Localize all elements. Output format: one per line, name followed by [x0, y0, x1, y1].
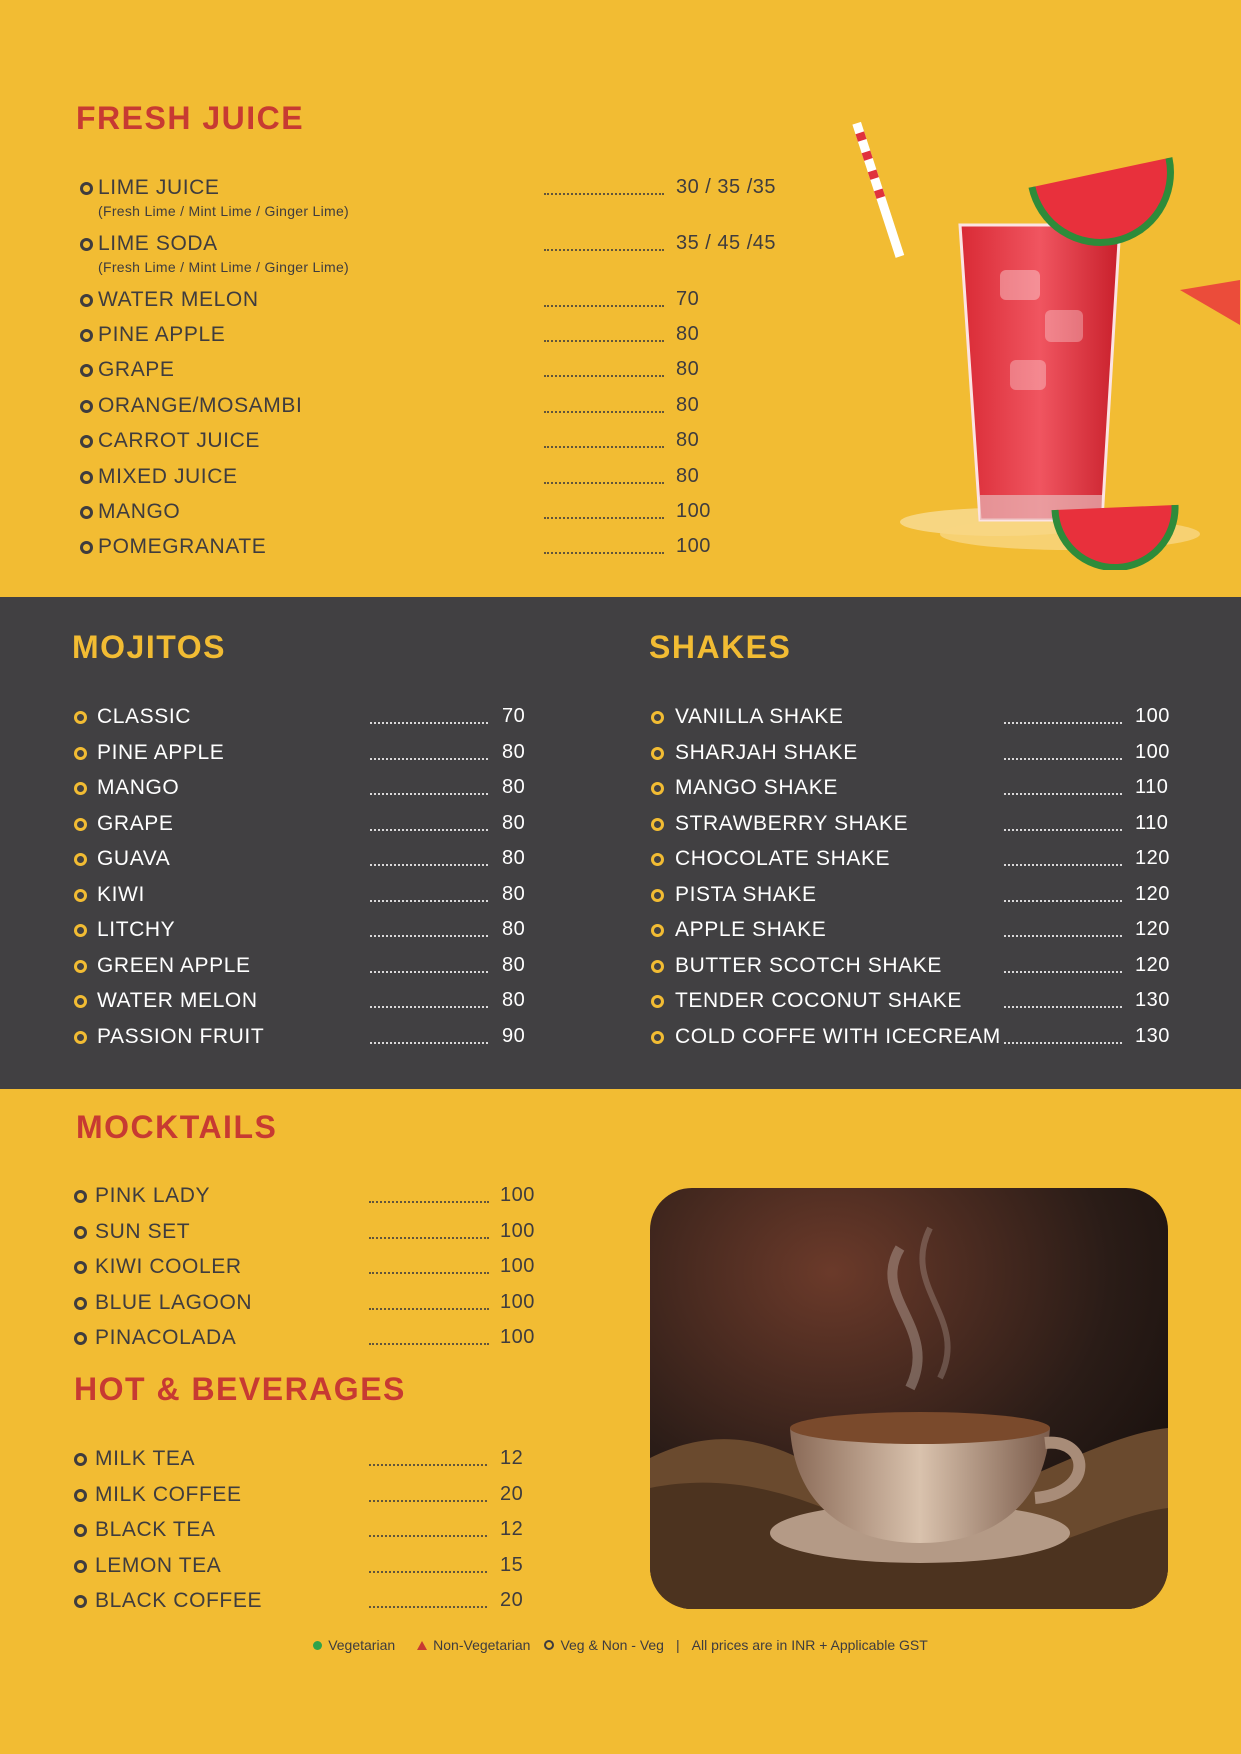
menu-item-name: CLASSIC [97, 705, 192, 728]
menu-item-price: 80 [502, 882, 526, 905]
menu-item [651, 847, 1241, 877]
veg-mark-icon [74, 1261, 87, 1274]
menu-item [651, 705, 1241, 735]
menu-item-price: 12 [500, 1518, 524, 1540]
menu-item-name: BLUE LAGOON [95, 1290, 253, 1314]
menu-item-name: VANILLA SHAKE [675, 705, 844, 728]
dotted-leader [369, 1308, 489, 1310]
menu-item-price: 100 [676, 500, 711, 522]
menu-item-price: 70 [502, 705, 526, 727]
dotted-leader [1004, 758, 1122, 760]
menu-item-name: APPLE SHAKE [675, 918, 827, 941]
dotted-leader [1004, 900, 1122, 902]
dotted-leader [369, 1606, 487, 1608]
veg-mark-icon [74, 1190, 87, 1203]
veg-mark-icon [80, 329, 93, 342]
veg-mark-icon [80, 182, 93, 195]
veg-mark-icon [74, 711, 87, 724]
veg-mark-icon [80, 294, 93, 307]
menu-item-name: GUAVA [97, 847, 171, 870]
menu-item [74, 1255, 620, 1285]
menu-item-name: BLACK COFFEE [95, 1589, 263, 1612]
veg-mark-icon [74, 853, 87, 866]
menu-item [74, 1220, 620, 1250]
dotted-leader [1004, 935, 1122, 937]
veg-mark-icon [74, 1332, 87, 1345]
menu-item-price: 100 [500, 1219, 535, 1242]
menu-item-name: POMEGRANATE [98, 535, 267, 558]
veg-mark-icon [651, 960, 664, 973]
dotted-leader [544, 340, 664, 342]
dotted-leader [1004, 722, 1122, 724]
menu-item [74, 1483, 620, 1513]
menu-item-options: (Fresh Lime / Mint Lime / Ginger Lime) [98, 203, 350, 219]
menu-item [80, 176, 796, 219]
veg-mark-icon [74, 782, 87, 795]
menu-item-price: 20 [500, 1482, 524, 1505]
menu-item-price: 80 [676, 394, 700, 416]
dotted-leader [544, 482, 664, 484]
menu-item-name: MIXED JUICE [98, 465, 238, 488]
veg-mark-icon [80, 506, 93, 519]
veg-mark-icon [74, 889, 87, 902]
veg-mark-icon [74, 960, 87, 973]
dotted-leader [544, 249, 664, 251]
menu-item-name: MILK TEA [95, 1447, 196, 1470]
non-veg-triangle-icon [417, 1641, 427, 1650]
menu-item-price: 30 / 35 /35 [676, 176, 777, 198]
dotted-leader [1004, 971, 1122, 973]
menu-item-name: STRAWBERRY SHAKE [675, 811, 909, 835]
fresh-juice-title: FRESH JUICE [76, 100, 305, 136]
veg-mark-icon [74, 924, 87, 937]
menu-item-name: PISTA SHAKE [675, 882, 817, 906]
menu-item [80, 288, 796, 318]
menu-item-price: 80 [502, 918, 526, 940]
dotted-leader [1004, 864, 1122, 866]
veg-mark-icon [651, 853, 664, 866]
menu-item [80, 535, 796, 565]
menu-item-price: 20 [500, 1589, 524, 1611]
legend-non-vegetarian: Non-Vegetarian [433, 1637, 531, 1654]
menu-item [80, 465, 796, 495]
menu-item-price: 80 [502, 953, 526, 976]
dotted-leader [370, 971, 488, 973]
menu-item-price: 100 [500, 1290, 535, 1313]
menu-item-price: 100 [500, 1255, 535, 1277]
dotted-leader [370, 1042, 488, 1044]
menu-item [74, 918, 622, 948]
veg-mark-icon [651, 995, 664, 1008]
menu-item-price: 80 [502, 776, 526, 798]
fresh-juice-section [0, 0, 1241, 597]
menu-item-name: MANGO [97, 776, 180, 799]
menu-item [74, 705, 622, 735]
menu-item [74, 1291, 620, 1321]
menu-item-name: KIWI COOLER [95, 1255, 242, 1278]
veg-mark-icon [74, 1524, 87, 1537]
dotted-leader [370, 793, 488, 795]
menu-item [74, 883, 622, 913]
veg-mark-icon [74, 1297, 87, 1310]
dotted-leader [370, 722, 488, 724]
menu-item-price: 100 [1135, 740, 1170, 763]
menu-item-price: 110 [1135, 776, 1169, 798]
veg-mark-icon [80, 238, 93, 251]
dotted-leader [1004, 829, 1122, 831]
menu-item [80, 394, 796, 424]
veg-mark-icon [74, 1595, 87, 1608]
veg-mark-icon [80, 435, 93, 448]
dotted-leader [544, 517, 664, 519]
menu-item-price: 130 [1135, 989, 1170, 1011]
dotted-leader [369, 1571, 487, 1573]
menu-item-price: 70 [676, 288, 700, 310]
menu-item [651, 918, 1241, 948]
mojitos-title: MOJITOS [72, 629, 226, 665]
menu-item [74, 989, 622, 1019]
menu-item-name: LITCHY [97, 918, 176, 941]
menu-item-name: PINE APPLE [98, 323, 226, 346]
veg-mark-icon [74, 1560, 87, 1573]
mocktails-title: MOCKTAILS [76, 1109, 278, 1145]
menu-item [74, 1589, 620, 1619]
dotted-leader [369, 1464, 487, 1466]
dotted-leader [370, 829, 488, 831]
menu-item [651, 1025, 1241, 1055]
menu-item [651, 812, 1241, 842]
dietary-legend [0, 1636, 1241, 1653]
menu-item [651, 954, 1241, 984]
dotted-leader [370, 935, 488, 937]
menu-item-price: 80 [502, 989, 526, 1011]
menu-item-price: 80 [502, 740, 526, 763]
veg-mark-icon [74, 1489, 87, 1502]
menu-item-name: WATER MELON [97, 989, 258, 1012]
menu-item-name: MILK COFFEE [95, 1482, 242, 1506]
veg-mark-icon [80, 541, 93, 554]
legend-price-note: All prices are in INR + Applicable GST [691, 1637, 928, 1654]
menu-item-price: 120 [1135, 847, 1170, 869]
veg-mark-icon [80, 471, 93, 484]
menu-item-name: BLACK TEA [95, 1518, 216, 1541]
dotted-leader [1004, 793, 1122, 795]
menu-item-name: PINK LADY [95, 1184, 211, 1207]
menu-item-price: 90 [502, 1024, 526, 1047]
dotted-leader [544, 193, 664, 195]
veg-mark-icon [651, 889, 664, 902]
menu-item-name: GRAPE [97, 811, 174, 835]
menu-item-price: 80 [502, 847, 526, 869]
veg-non-veg-ring-icon [544, 1640, 554, 1650]
menu-item-price: 100 [500, 1184, 535, 1206]
menu-item [80, 358, 796, 388]
hot-beverages-title: HOT & BEVERAGES [74, 1371, 406, 1407]
menu-item-name: LIME SODA [98, 232, 218, 255]
watermelon-juice-image [840, 110, 1240, 570]
menu-item [80, 429, 796, 459]
menu-item-price: 110 [1135, 811, 1169, 834]
menu-item-name: PASSION FRUIT [97, 1024, 265, 1048]
shakes-title: SHAKES [649, 629, 792, 665]
coffee-cup-image [650, 1188, 1168, 1609]
dotted-leader [369, 1201, 489, 1203]
veg-mark-icon [74, 818, 87, 831]
menu-item-name: COLD COFFE WITH ICECREAM [675, 1024, 1001, 1048]
dotted-leader [370, 864, 488, 866]
mojitos-shakes-section [0, 597, 1241, 1089]
veg-mark-icon [651, 818, 664, 831]
veg-mark-icon [74, 747, 87, 760]
menu-item [74, 1184, 620, 1214]
menu-item [74, 954, 622, 984]
dotted-leader [544, 375, 664, 377]
menu-item [651, 776, 1241, 806]
dotted-leader [1004, 1006, 1122, 1008]
menu-item-name: BUTTER SCOTCH SHAKE [675, 953, 942, 977]
menu-item [651, 883, 1241, 913]
veg-mark-icon [74, 1031, 87, 1044]
menu-item-name: WATER MELON [98, 288, 259, 311]
dotted-leader [369, 1500, 487, 1502]
menu-item-options: (Fresh Lime / Mint Lime / Ginger Lime) [98, 259, 350, 275]
menu-item [651, 989, 1241, 1019]
dotted-leader [369, 1272, 489, 1274]
menu-item [74, 776, 622, 806]
menu-item-price: 12 [500, 1447, 524, 1469]
veg-mark-icon [80, 400, 93, 413]
veg-mark-icon [651, 924, 664, 937]
menu-item-name: ORANGE/MOSAMBI [98, 394, 303, 417]
dotted-leader [544, 411, 664, 413]
menu-item-name: MANGO SHAKE [675, 776, 838, 799]
menu-item-price: 120 [1135, 882, 1170, 905]
menu-item [74, 741, 622, 771]
menu-item-price: 15 [500, 1553, 524, 1576]
veg-mark-icon [74, 1226, 87, 1239]
veg-mark-icon [74, 1453, 87, 1466]
menu-item-name: LIME JUICE [98, 176, 220, 199]
legend-separator: | [675, 1637, 680, 1654]
dotted-leader [370, 758, 488, 760]
dotted-leader [370, 1006, 488, 1008]
menu-item-price: 120 [1135, 953, 1170, 976]
menu-item [80, 500, 796, 530]
menu-item-price: 80 [502, 811, 526, 834]
dotted-leader [369, 1237, 489, 1239]
menu-item-price: 100 [500, 1326, 535, 1348]
menu-item [74, 812, 622, 842]
menu-item-price: 80 [676, 323, 700, 345]
menu-item-name: SUN SET [95, 1219, 191, 1243]
menu-item [80, 323, 796, 353]
menu-item-name: MANGO [98, 500, 181, 523]
dotted-leader [544, 552, 664, 554]
legend-veg-non-veg: Veg & Non - Veg [560, 1637, 664, 1654]
menu-item [80, 232, 796, 275]
veg-dot-icon [313, 1641, 322, 1650]
veg-mark-icon [651, 747, 664, 760]
menu-item-name: PINACOLADA [95, 1326, 237, 1349]
menu-item-price: 80 [676, 358, 700, 380]
menu-item-price: 100 [676, 535, 711, 557]
menu-item-name: KIWI [97, 882, 145, 906]
menu-item-price: 80 [676, 465, 700, 487]
menu-item-name: CHOCOLATE SHAKE [675, 847, 891, 870]
menu-item-price: 130 [1135, 1024, 1170, 1047]
menu-item-name: SHARJAH SHAKE [675, 740, 858, 764]
dotted-leader [370, 900, 488, 902]
menu-item [74, 1447, 620, 1477]
veg-mark-icon [80, 364, 93, 377]
menu-item [74, 847, 622, 877]
menu-item-price: 100 [1135, 705, 1170, 727]
dotted-leader [544, 446, 664, 448]
menu-item-name: PINE APPLE [97, 740, 225, 764]
menu-item-name: CARROT JUICE [98, 429, 260, 452]
veg-mark-icon [651, 782, 664, 795]
menu-item-name: TENDER COCONUT SHAKE [675, 989, 962, 1012]
dotted-leader [369, 1535, 487, 1537]
menu-item-price: 35 / 45 /45 [676, 232, 777, 254]
menu-item [651, 741, 1241, 771]
menu-item-name: GRAPE [98, 358, 175, 381]
dotted-leader [369, 1343, 489, 1345]
menu-item-name: GREEN APPLE [97, 953, 251, 977]
menu-item [74, 1326, 620, 1356]
menu-item-name: LEMON TEA [95, 1553, 222, 1577]
menu-item-price: 80 [676, 429, 700, 451]
dotted-leader [1004, 1042, 1122, 1044]
veg-mark-icon [74, 995, 87, 1008]
dotted-leader [544, 305, 664, 307]
menu-item [74, 1554, 620, 1584]
veg-mark-icon [651, 711, 664, 724]
veg-mark-icon [651, 1031, 664, 1044]
legend-vegetarian: Vegetarian [328, 1637, 396, 1654]
menu-item [74, 1518, 620, 1548]
menu-item-price: 120 [1135, 918, 1170, 940]
menu-item [74, 1025, 622, 1055]
